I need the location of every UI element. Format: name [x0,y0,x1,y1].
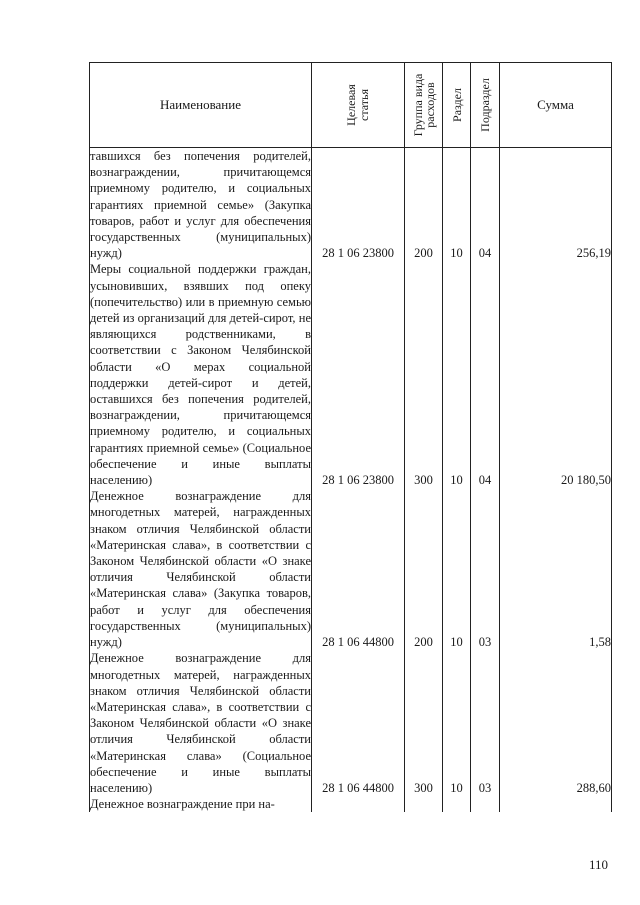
budget-table [89,62,612,812]
table-row [90,261,612,488]
row-name: тавшихся без попечения родителей, вознаграждении, причитающемся приемному родителю, и социальных гарантиях приемной семье» (Закупка товаров, работ и услуг для обеспечения государственных (муниципальных) нужд) [90,149,311,261]
row-name: Денежное вознаграждение для многодетных матерей, награжденных знаком отличия Челябинской области «Материнская слава», в соответствии с Законом Челябинской области «О знаке отличия Челябинской области «Материнская слава» (Социальное обеспечение и иные выплаты населению) [90,651,311,795]
row-sum [500,796,612,812]
row-subsection [471,796,500,812]
row-expense-group [405,796,443,812]
table-row [90,650,612,796]
header-expense-group: Группа вида расходов [405,63,443,148]
row-section: 10 [443,488,471,650]
row-sum: 20 180,50 [500,261,612,488]
table-row [90,796,612,812]
row-name: Денежное вознаграждение для многодетных матерей, награжденных знаком отличия Челябинской области «Материнская слава», в соответствии с Законом Челябинской области «О знаке отличия Челябинской области «Материнская слава» (Закупка товаров, работ и услуг для обеспечения государственных (муниципальных) нужд) [90,489,311,650]
row-section: 10 [443,148,471,262]
header-subsection: Подраздел [471,63,500,148]
header-section: Раздел [443,63,471,148]
row-expense-group: 200 [405,488,443,650]
page-number: 110 [589,857,609,872]
header-sum: Сумма [500,63,612,148]
table-row [90,488,612,650]
row-expense-group: 300 [405,650,443,796]
row-sum: 1,58 [500,488,612,650]
row-subsection: 03 [471,650,500,796]
row-target-article: 28 1 06 23800 [312,148,405,262]
row-subsection: 03 [471,488,500,650]
row-expense-group: 300 [405,261,443,488]
table-row [90,148,612,262]
row-target-article [312,796,405,812]
row-sum: 288,60 [500,650,612,796]
table-header-row [90,63,612,148]
row-sum: 256,19 [500,148,612,262]
row-section: 10 [443,261,471,488]
row-subsection: 04 [471,261,500,488]
row-expense-group: 200 [405,148,443,262]
row-subsection: 04 [471,148,500,262]
row-section: 10 [443,650,471,796]
header-name: Наименование [90,63,312,148]
header-target-article: Целевая статья [312,63,405,148]
row-target-article: 28 1 06 44800 [312,488,405,650]
row-target-article: 28 1 06 44800 [312,650,405,796]
row-name: Меры социальной поддержки граждан, усыновивших, взявших под опеку (попечительство) или в приемную семью детей из организаций для детей-сирот, не являющихся родственниками, в соответствии с Законом Челябинской области «О мерах социальной поддержки детей-сирот и детей, оставшихся без попечения родителей, вознаграждении, причитающемся приемному родителю, и социальных гарантиях приемной семье» (Социальное обеспечение и иные выплаты населению) [90,262,311,488]
row-name: Денежное вознаграждение при на- [90,796,312,812]
row-section [443,796,471,812]
row-target-article: 28 1 06 23800 [312,261,405,488]
